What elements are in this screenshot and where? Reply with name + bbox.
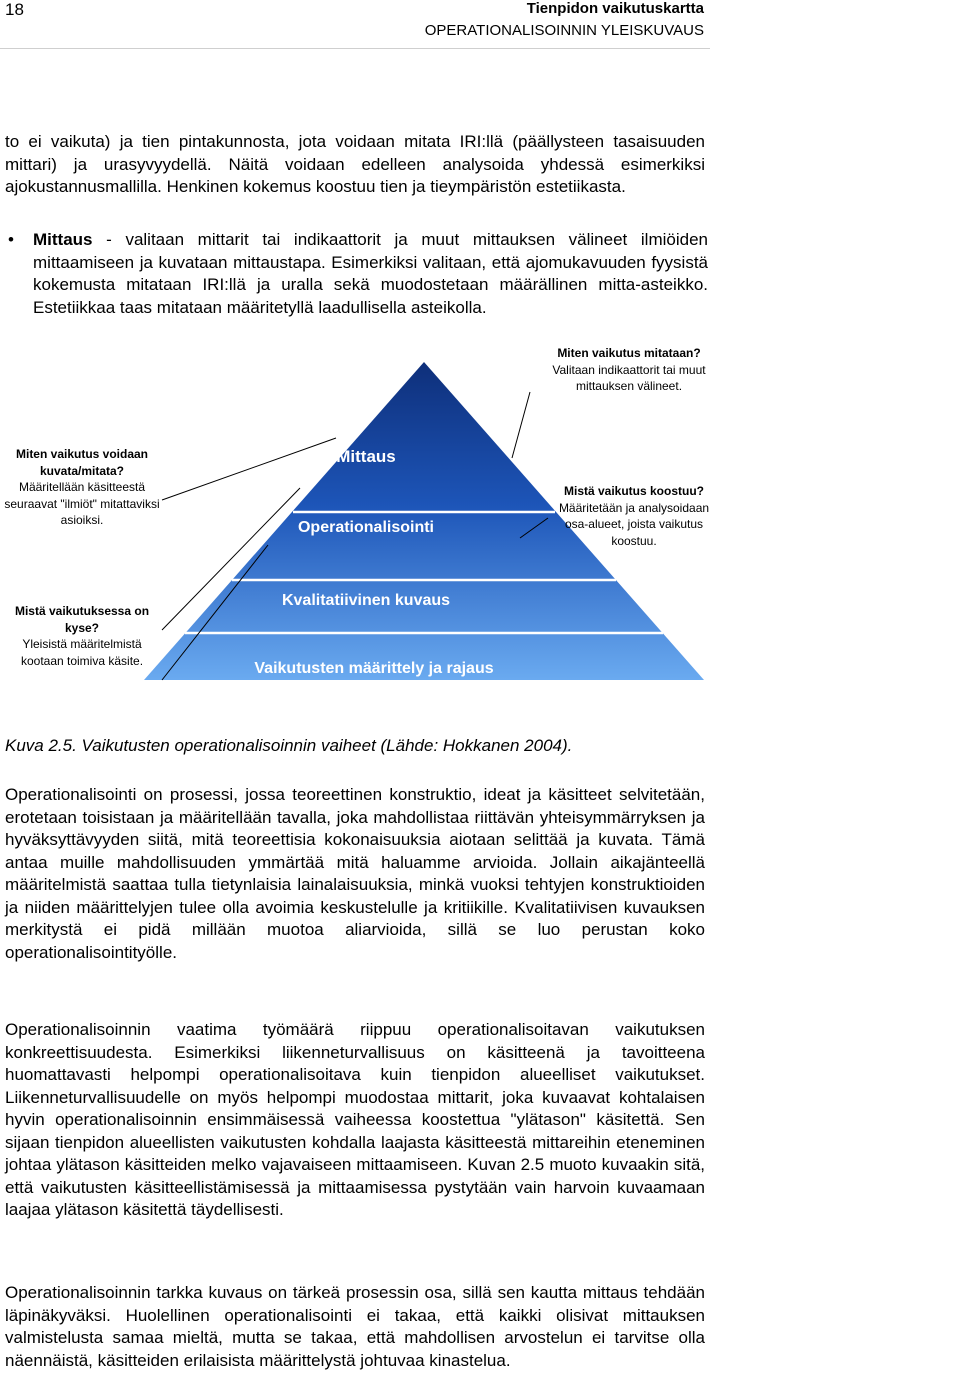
callout-answer: Määritellään käsitteestä seuraavat "ilmiöt" mitattaviksi asioiksi. [4,480,160,527]
callout-bottom-left [4,603,160,669]
pyramid-level-mittaus: Mittaus [336,447,396,466]
paragraph-3: Operationalisoinnin tarkka kuvaus on tärkeä prosessin osa, sillä sen kautta mittaus tehdään läpinäkyväksi. Huolellinen operationalisointi ei takaa, että kaikki olisivat mittauksen valmistelusta samaa mieltä, mutta se takaa, että mahdollisen arvostelun ei tarvitse olla näennäistä, käsitteiden erilaisista määrittelystä johtuvaa kinastelua. [5,1283,705,1370]
header-subtitle: OPERATIONALISOINNIN YLEISKUVAUS [424,22,704,39]
callout-question: Mistä vaikutuksessa on kyse? [14,604,150,635]
pyramid-level-operationalisointi: Operationalisointi [297,519,435,536]
paragraph-1: Operationalisointi on prosessi, jossa teoreettinen konstruktio, ideat ja käsitteet selvitetään, erotetaan toisistaan ja määritellään tavalla, joka mahdollistaa riittävän yhteisymmärryksen ja hyväksyttävyyden siitä, mitä teoreettisia kokonaisuuksia aiotaan selittää ja kuvata. Tämä antaa muille mahdollisuuden ymmärtää mitä haluamme arvioida. Jollain aikajänteellä määritelmistä saattaa tulla tietynlaisia lainalaisuuksia, minkä vuoksi tehtyjen konstruktioiden ja niiden määrittelyjen tulee olla avoimia keskustelulle ja kritiikille. Kvalitatiivisen kuvauksen merkitystä ei pidä millään muotoa aliarvioida, sillä se luo perustan koko operationalisointityölle. [5,785,705,962]
bullet-term: Mittaus [33,230,93,249]
callout-answer: Määritetään ja analysoidaan osa-alueet, joista vaikutus koostuu. [558,500,710,548]
callout-question: Miten vaikutus mitataan? [557,346,701,360]
callout-answer: Valitaan indikaattorit tai muut mittauksen välineet. [552,362,706,393]
callout-question: Miten vaikutus voidaan kuvata/mitata? [15,447,149,478]
pyramid-level-kvalitatiivinen: Kvalitatiivinen kuvaus [281,592,451,609]
header-title: Tienpidon vaikutuskartta [526,0,704,17]
callout-top-right [540,345,718,395]
page-number: 18 [5,0,24,19]
paragraph-2: Operationalisoinnin vaatima työmäärä riippuu operationalisoitavan vaikutuksen konkreettisuudesta. Esimerkiksi liikenneturvallisuus on käsitteenä ja tavoitteena huomattavasti helpompi operationalisoitava kuin tienpidon alueelliset vaikutukset. Liikenneturvallisuudelle on myös helpompi muodostaa mittarit, joka kuvaavat kohtalaisen hyvin operationalisoinnin ensimmäisessä vaiheessa koostettua "ylätason" käsitettä. Sen sijaan tienpidon alueellisten vaikutusten kohdalla laajasta käsitteestä mittareihin eteneminen johtaa ylätason käsitteiden melko vajavaiseen mittaamiseen. Kuvan 2.5 muoto kuvaakin sitä, että vaikutusten käsitteellistämisessä ja mittaamisessa pystytään vain harvoin kuvaamaan laajaa ylätason käsitettä täydellisesti. [5,1020,705,1219]
callout-answer: Yleisistä määritelmistä kootaan toimiva käsite. [20,637,144,668]
bullet-description: - valitaan mittarit tai indikaattorit ja muut mittauksen välineet ilmiöiden mittaamiseen ja kuvataan mittaustapa. Esimerkiksi valitaan, että ajomukavuuden fyysistä kokemusta mitataan IRI:llä ja uralla sekä muodostetaan määrällinen mitta-asteikko. Estetiikkaa taas mitataan määritetyllä laadullisella asteikolla. [33,230,708,317]
bullet-text [33,229,708,319]
callout-question: Mistä vaikutus koostuu? [563,484,705,498]
operationalisation-figure [0,340,720,730]
pyramid-level-vaikutusten: Vaikutusten määrittely ja rajaus [254,660,494,677]
header-rule [0,48,710,49]
callout-top-left [4,446,160,529]
callout-mid-right [548,483,720,549]
figure-caption: Kuva 2.5. Vaikutusten operationalisoinnin vaiheet (Lähde: Hokkanen 2004). [5,736,573,755]
intro-paragraph: to ei vaikuta) ja tien pintakunnosta, jota voidaan mitata IRI:llä (päällysteen tasaisuuden mittari) ja urasyvyydellä. Näitä voidaan edelleen analysoida yhdessä esimerkiksi ajokustannusmallilla. Henkinen kokemus koostuu tien ja tieympäristön estetiikasta. [5,132,705,196]
bullet-dot: • [8,230,14,249]
